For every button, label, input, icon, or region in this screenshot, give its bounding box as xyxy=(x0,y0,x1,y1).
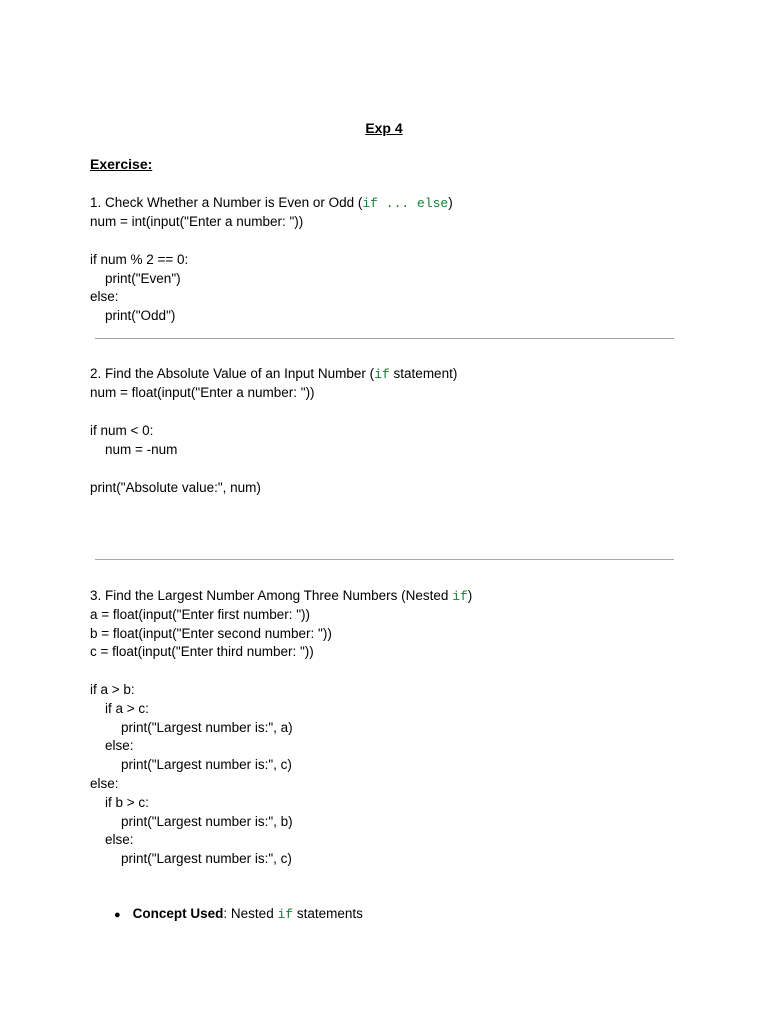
concept-list-item xyxy=(114,905,363,924)
code-line: c = float(input("Enter third number: ")) xyxy=(90,644,314,659)
code-line: if a > c: xyxy=(105,701,149,716)
code-line: num = int(input("Enter a number: ")) xyxy=(90,214,304,229)
section-divider xyxy=(95,559,674,560)
code-line: num = float(input("Enter a number: ")) xyxy=(90,385,315,400)
concept-code: if xyxy=(277,907,294,922)
exercise-2-heading-end: statement) xyxy=(389,366,458,381)
exercise-1-heading-text: 1. Check Whether a Number is Even or Odd ( xyxy=(90,195,363,210)
section-divider xyxy=(95,338,674,339)
concept-text-end: statements xyxy=(293,906,363,921)
exercise-3-heading-end: ) xyxy=(467,588,473,603)
code-line: a = float(input("Enter first number: ")) xyxy=(90,607,311,622)
code-line: else: xyxy=(90,776,119,791)
page-title: Exp 4 xyxy=(365,120,403,136)
exercise-2-heading-text: 2. Find the Absolute Value of an Input Number ( xyxy=(90,366,375,381)
concept-text: : Nested xyxy=(223,906,278,921)
exercise-3-heading-text: 3. Find the Largest Number Among Three Numbers (Nested xyxy=(90,588,453,603)
code-line: print("Largest number is:", a) xyxy=(121,720,293,735)
code-line: else: xyxy=(105,738,134,753)
exercise-3-heading xyxy=(90,587,472,606)
code-line: if num % 2 == 0: xyxy=(90,252,189,267)
exercise-2-heading-code: if xyxy=(374,367,390,382)
exercise-3-heading-code: if xyxy=(452,589,468,604)
code-line: else: xyxy=(105,832,134,847)
code-line: else: xyxy=(90,289,119,304)
code-line: print("Odd") xyxy=(105,308,176,323)
exercise-2-heading xyxy=(90,365,457,384)
code-line: print("Absolute value:", num) xyxy=(90,480,261,495)
code-line: if b > c: xyxy=(105,795,149,810)
code-line: if num < 0: xyxy=(90,423,154,438)
exercise-1-heading xyxy=(90,194,453,213)
exercise-1-heading-end: ) xyxy=(448,195,453,210)
code-line: print("Largest number is:", b) xyxy=(121,814,293,829)
code-line: print("Largest number is:", c) xyxy=(121,757,292,772)
concept-label: Concept Used xyxy=(132,906,224,921)
code-line: print("Largest number is:", c) xyxy=(121,851,292,866)
code-line: num = -num xyxy=(105,442,178,457)
code-line: b = float(input("Enter second number: ")) xyxy=(90,626,332,641)
exercise-heading: Exercise: xyxy=(90,156,153,172)
exercise-1-heading-code: if ... else xyxy=(362,196,449,211)
code-line: if a > b: xyxy=(90,682,135,697)
code-line: print("Even") xyxy=(105,271,181,286)
bullet-icon: ● xyxy=(114,909,121,921)
